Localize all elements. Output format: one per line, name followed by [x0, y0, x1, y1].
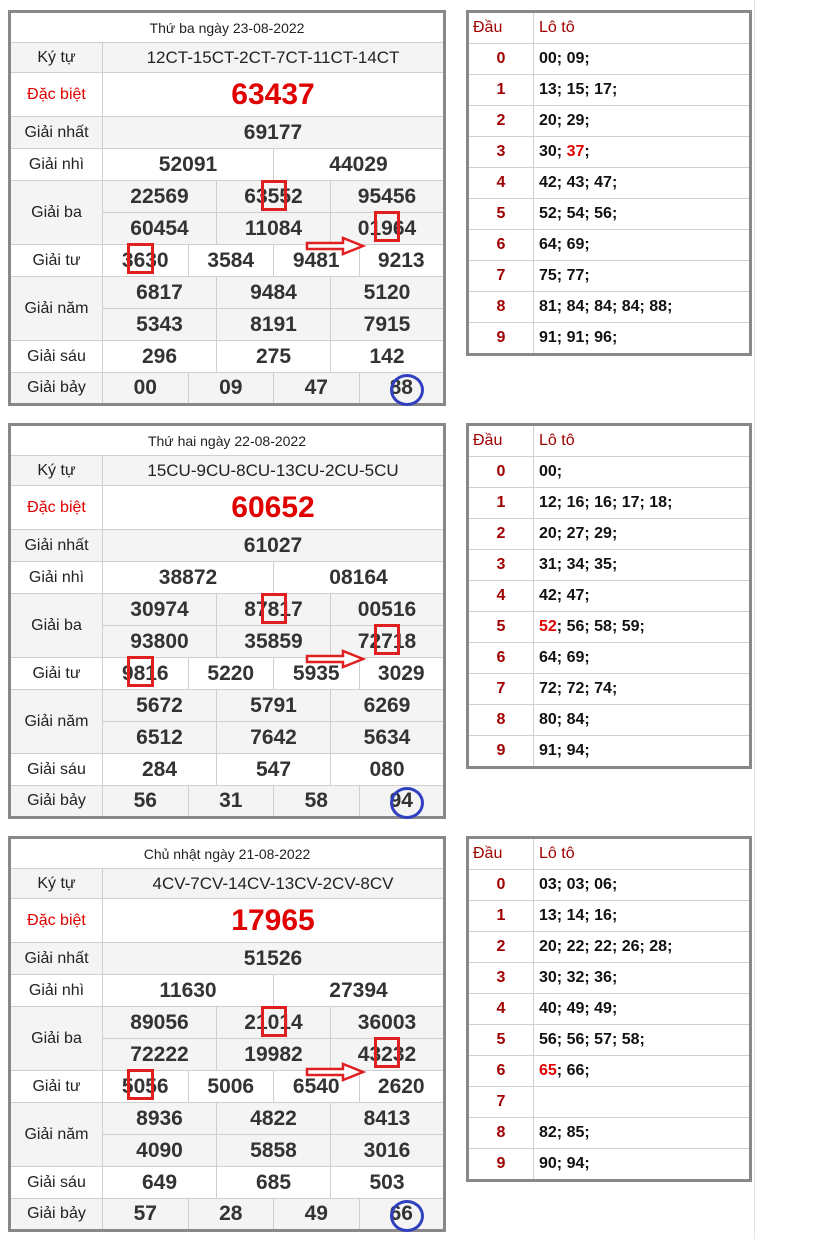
- fourth-prize: 5056: [103, 1071, 189, 1103]
- fourth-prize: 3584: [188, 245, 274, 277]
- second-prize: 44029: [274, 149, 445, 181]
- loto-values: 40; 49; 49;: [534, 994, 751, 1025]
- fifth-prize: 8936: [103, 1103, 217, 1135]
- highlight-box: [374, 624, 400, 655]
- draw-block-2: [0, 826, 819, 1239]
- second-prize: 52091: [103, 149, 274, 181]
- third-prize: 36003: [331, 1007, 445, 1039]
- highlight-box: [261, 593, 287, 624]
- loto-values: 20; 29;: [534, 106, 751, 137]
- label-dac-biet: Đặc biệt: [10, 73, 103, 117]
- loto-header-loto: Lô tô: [534, 12, 751, 44]
- sixth-prize: 685: [217, 1167, 331, 1199]
- loto-head-digit: 4: [468, 994, 534, 1025]
- loto-values: 30; 37;: [534, 137, 751, 168]
- third-prize: 21014: [217, 1007, 331, 1039]
- loto-head-digit: 3: [468, 550, 534, 581]
- loto-head-digit: 9: [468, 1149, 534, 1181]
- seventh-prize: 57: [103, 1199, 189, 1231]
- sixth-prize: 275: [217, 341, 331, 373]
- highlight-box: [261, 180, 287, 211]
- loto-values: 72; 72; 74;: [534, 674, 751, 705]
- loto-values: 42; 43; 47;: [534, 168, 751, 199]
- loto-values: 64; 69;: [534, 230, 751, 261]
- first-prize: 51526: [103, 943, 445, 975]
- third-prize: 63552: [217, 181, 331, 213]
- loto-head-digit: 4: [468, 581, 534, 612]
- loto-values: 75; 77;: [534, 261, 751, 292]
- loto-values: 81; 84; 84; 84; 88;: [534, 292, 751, 323]
- third-prize: 22569: [103, 181, 217, 213]
- label-giai-bay: Giải bảy: [10, 373, 103, 405]
- loto-header-loto: Lô tô: [534, 838, 751, 870]
- loto-values: 13; 15; 17;: [534, 75, 751, 106]
- seventh-prize: 88: [359, 373, 445, 405]
- loto-head-digit: 7: [468, 674, 534, 705]
- label-giai-nhat: Giải nhất: [10, 117, 103, 149]
- third-prize: 43232: [331, 1039, 445, 1071]
- codes: 12CT-15CT-2CT-7CT-11CT-14CT: [103, 43, 445, 73]
- third-prize: 60454: [103, 213, 217, 245]
- loto-head-digit: 8: [468, 705, 534, 736]
- loto-values: 13; 14; 16;: [534, 901, 751, 932]
- loto-values: 64; 69;: [534, 643, 751, 674]
- third-prize: 35859: [217, 626, 331, 658]
- loto-values: 80; 84;: [534, 705, 751, 736]
- loto-values: 90; 94;: [534, 1149, 751, 1181]
- third-prize: 87817: [217, 594, 331, 626]
- loto-head-digit: 7: [468, 261, 534, 292]
- loto-head-digit: 0: [468, 870, 534, 901]
- fifth-prize: 5343: [103, 309, 217, 341]
- loto-head-digit: 5: [468, 612, 534, 643]
- loto-head-digit: 3: [468, 963, 534, 994]
- loto-head-digit: 7: [468, 1087, 534, 1118]
- loto-values: 42; 47;: [534, 581, 751, 612]
- sixth-prize: 284: [103, 754, 217, 786]
- label-giai-nhi: Giải nhì: [10, 975, 103, 1007]
- fifth-prize: 3016: [331, 1135, 445, 1167]
- special-prize: 60652: [103, 486, 445, 530]
- fourth-prize: 6540: [274, 1071, 360, 1103]
- loto-head-digit: 9: [468, 736, 534, 768]
- draw-date: Thứ hai ngày 22-08-2022: [10, 425, 445, 456]
- label-giai-tu: Giải tư: [10, 658, 103, 690]
- first-prize: 69177: [103, 117, 445, 149]
- third-prize: 89056: [103, 1007, 217, 1039]
- label-dac-biet: Đặc biệt: [10, 899, 103, 943]
- results-table: [8, 423, 446, 819]
- fifth-prize: 7915: [331, 309, 445, 341]
- third-prize: 01964: [331, 213, 445, 245]
- loto-header-dau: Đầu: [468, 838, 534, 870]
- fifth-prize: 8191: [217, 309, 331, 341]
- fourth-prize: 2620: [359, 1071, 445, 1103]
- fifth-prize: 4822: [217, 1103, 331, 1135]
- highlight-circle: [390, 787, 424, 819]
- fourth-prize: 9481: [274, 245, 360, 277]
- fourth-prize: 5220: [188, 658, 274, 690]
- highlight-box: [261, 1006, 287, 1037]
- fifth-prize: 5858: [217, 1135, 331, 1167]
- fifth-prize: 6269: [331, 690, 445, 722]
- highlight-box: [127, 243, 154, 274]
- draw-date: Chủ nhật ngày 21-08-2022: [10, 838, 445, 869]
- third-prize: 19982: [217, 1039, 331, 1071]
- loto-values: 20; 22; 22; 26; 28;: [534, 932, 751, 963]
- loto-head-digit: 8: [468, 1118, 534, 1149]
- first-prize: 61027: [103, 530, 445, 562]
- label-ky-tu: Ký tự: [10, 456, 103, 486]
- loto-head-digit: 6: [468, 643, 534, 674]
- seventh-prize: 09: [188, 373, 274, 405]
- fourth-prize: 5935: [274, 658, 360, 690]
- loto-header-dau: Đầu: [468, 425, 534, 457]
- third-prize: 72718: [331, 626, 445, 658]
- third-prize: 30974: [103, 594, 217, 626]
- fifth-prize: 4090: [103, 1135, 217, 1167]
- fifth-prize: 5791: [217, 690, 331, 722]
- loto-head-digit: 9: [468, 323, 534, 355]
- loto-table: [466, 836, 752, 1182]
- sixth-prize: 296: [103, 341, 217, 373]
- loto-values: 31; 34; 35;: [534, 550, 751, 581]
- label-giai-ba: Giải ba: [10, 1007, 103, 1071]
- loto-head-digit: 8: [468, 292, 534, 323]
- sixth-prize: 080: [331, 754, 445, 786]
- label-giai-sau: Giải sáu: [10, 341, 103, 373]
- special-prize: 63437: [103, 73, 445, 117]
- fifth-prize: 6817: [103, 277, 217, 309]
- seventh-prize: 58: [274, 786, 360, 818]
- label-giai-tu: Giải tư: [10, 245, 103, 277]
- sixth-prize: 503: [331, 1167, 445, 1199]
- results-table: [8, 836, 446, 1232]
- sixth-prize: 142: [331, 341, 445, 373]
- third-prize: 11084: [217, 213, 331, 245]
- loto-values: 00; 09;: [534, 44, 751, 75]
- draw-date: Thứ ba ngày 23-08-2022: [10, 12, 445, 43]
- label-dac-biet: Đặc biệt: [10, 486, 103, 530]
- label-ky-tu: Ký tự: [10, 43, 103, 73]
- codes: 4CV-7CV-14CV-13CV-2CV-8CV: [103, 869, 445, 899]
- results-table: [8, 10, 446, 406]
- loto-values: [534, 1087, 751, 1118]
- highlight-box: [374, 1037, 400, 1068]
- loto-header-dau: Đầu: [468, 12, 534, 44]
- loto-values: 20; 27; 29;: [534, 519, 751, 550]
- seventh-prize: 28: [188, 1199, 274, 1231]
- loto-head-digit: 1: [468, 901, 534, 932]
- loto-table: [466, 423, 752, 769]
- sixth-prize: 547: [217, 754, 331, 786]
- second-prize: 27394: [274, 975, 445, 1007]
- label-giai-ba: Giải ba: [10, 181, 103, 245]
- second-prize: 08164: [274, 562, 445, 594]
- label-giai-nhat: Giải nhất: [10, 943, 103, 975]
- loto-head-digit: 1: [468, 75, 534, 106]
- fifth-prize: 5672: [103, 690, 217, 722]
- seventh-prize: 66: [359, 1199, 445, 1231]
- fourth-prize: 3630: [103, 245, 189, 277]
- highlight-box: [127, 1069, 154, 1100]
- third-prize: 00516: [331, 594, 445, 626]
- seventh-prize: 94: [359, 786, 445, 818]
- loto-table: [466, 10, 752, 356]
- loto-values: 00;: [534, 457, 751, 488]
- loto-values: 91; 94;: [534, 736, 751, 768]
- loto-head-digit: 1: [468, 488, 534, 519]
- special-prize: 17965: [103, 899, 445, 943]
- fifth-prize: 9484: [217, 277, 331, 309]
- draw-block-0: [0, 0, 819, 413]
- seventh-prize: 31: [188, 786, 274, 818]
- third-prize: 93800: [103, 626, 217, 658]
- loto-values: 65; 66;: [534, 1056, 751, 1087]
- second-prize: 38872: [103, 562, 274, 594]
- fifth-prize: 8413: [331, 1103, 445, 1135]
- loto-header-loto: Lô tô: [534, 425, 751, 457]
- loto-head-digit: 4: [468, 168, 534, 199]
- second-prize: 11630: [103, 975, 274, 1007]
- fourth-prize: 3029: [359, 658, 445, 690]
- fourth-prize: 9213: [359, 245, 445, 277]
- third-prize: 72222: [103, 1039, 217, 1071]
- highlight-box: [127, 656, 154, 687]
- seventh-prize: 00: [103, 373, 189, 405]
- loto-head-digit: 6: [468, 230, 534, 261]
- fifth-prize: 6512: [103, 722, 217, 754]
- fourth-prize: 5006: [188, 1071, 274, 1103]
- loto-head-digit: 3: [468, 137, 534, 168]
- highlight-box: [374, 211, 400, 242]
- loto-values: 30; 32; 36;: [534, 963, 751, 994]
- arrow-icon: [305, 1062, 367, 1082]
- loto-head-digit: 0: [468, 457, 534, 488]
- loto-head-digit: 5: [468, 199, 534, 230]
- label-giai-nam: Giải năm: [10, 277, 103, 341]
- loto-head-digit: 2: [468, 106, 534, 137]
- highlight-circle: [390, 1200, 424, 1232]
- loto-head-digit: 2: [468, 932, 534, 963]
- fifth-prize: 7642: [217, 722, 331, 754]
- seventh-prize: 47: [274, 373, 360, 405]
- loto-head-digit: 2: [468, 519, 534, 550]
- label-giai-nam: Giải năm: [10, 1103, 103, 1167]
- label-giai-bay: Giải bảy: [10, 1199, 103, 1231]
- seventh-prize: 49: [274, 1199, 360, 1231]
- fifth-prize: 5120: [331, 277, 445, 309]
- loto-head-digit: 5: [468, 1025, 534, 1056]
- loto-head-digit: 0: [468, 44, 534, 75]
- arrow-icon: [305, 649, 367, 669]
- draw-block-1: [0, 413, 819, 826]
- label-giai-sau: Giải sáu: [10, 754, 103, 786]
- fourth-prize: 9816: [103, 658, 189, 690]
- highlight-circle: [390, 374, 424, 406]
- label-giai-nhi: Giải nhì: [10, 562, 103, 594]
- fifth-prize: 5634: [331, 722, 445, 754]
- loto-values: 52; 54; 56;: [534, 199, 751, 230]
- label-giai-tu: Giải tư: [10, 1071, 103, 1103]
- label-ky-tu: Ký tự: [10, 869, 103, 899]
- label-giai-bay: Giải bảy: [10, 786, 103, 818]
- loto-head-digit: 6: [468, 1056, 534, 1087]
- label-giai-ba: Giải ba: [10, 594, 103, 658]
- loto-values: 12; 16; 16; 17; 18;: [534, 488, 751, 519]
- label-giai-nhat: Giải nhất: [10, 530, 103, 562]
- sixth-prize: 649: [103, 1167, 217, 1199]
- loto-values: 82; 85;: [534, 1118, 751, 1149]
- codes: 15CU-9CU-8CU-13CU-2CU-5CU: [103, 456, 445, 486]
- arrow-icon: [305, 236, 367, 256]
- loto-values: 03; 03; 06;: [534, 870, 751, 901]
- loto-values: 56; 56; 57; 58;: [534, 1025, 751, 1056]
- label-giai-nhi: Giải nhì: [10, 149, 103, 181]
- loto-values: 91; 91; 96;: [534, 323, 751, 355]
- seventh-prize: 56: [103, 786, 189, 818]
- label-giai-nam: Giải năm: [10, 690, 103, 754]
- label-giai-sau: Giải sáu: [10, 1167, 103, 1199]
- loto-values: 52; 56; 58; 59;: [534, 612, 751, 643]
- third-prize: 95456: [331, 181, 445, 213]
